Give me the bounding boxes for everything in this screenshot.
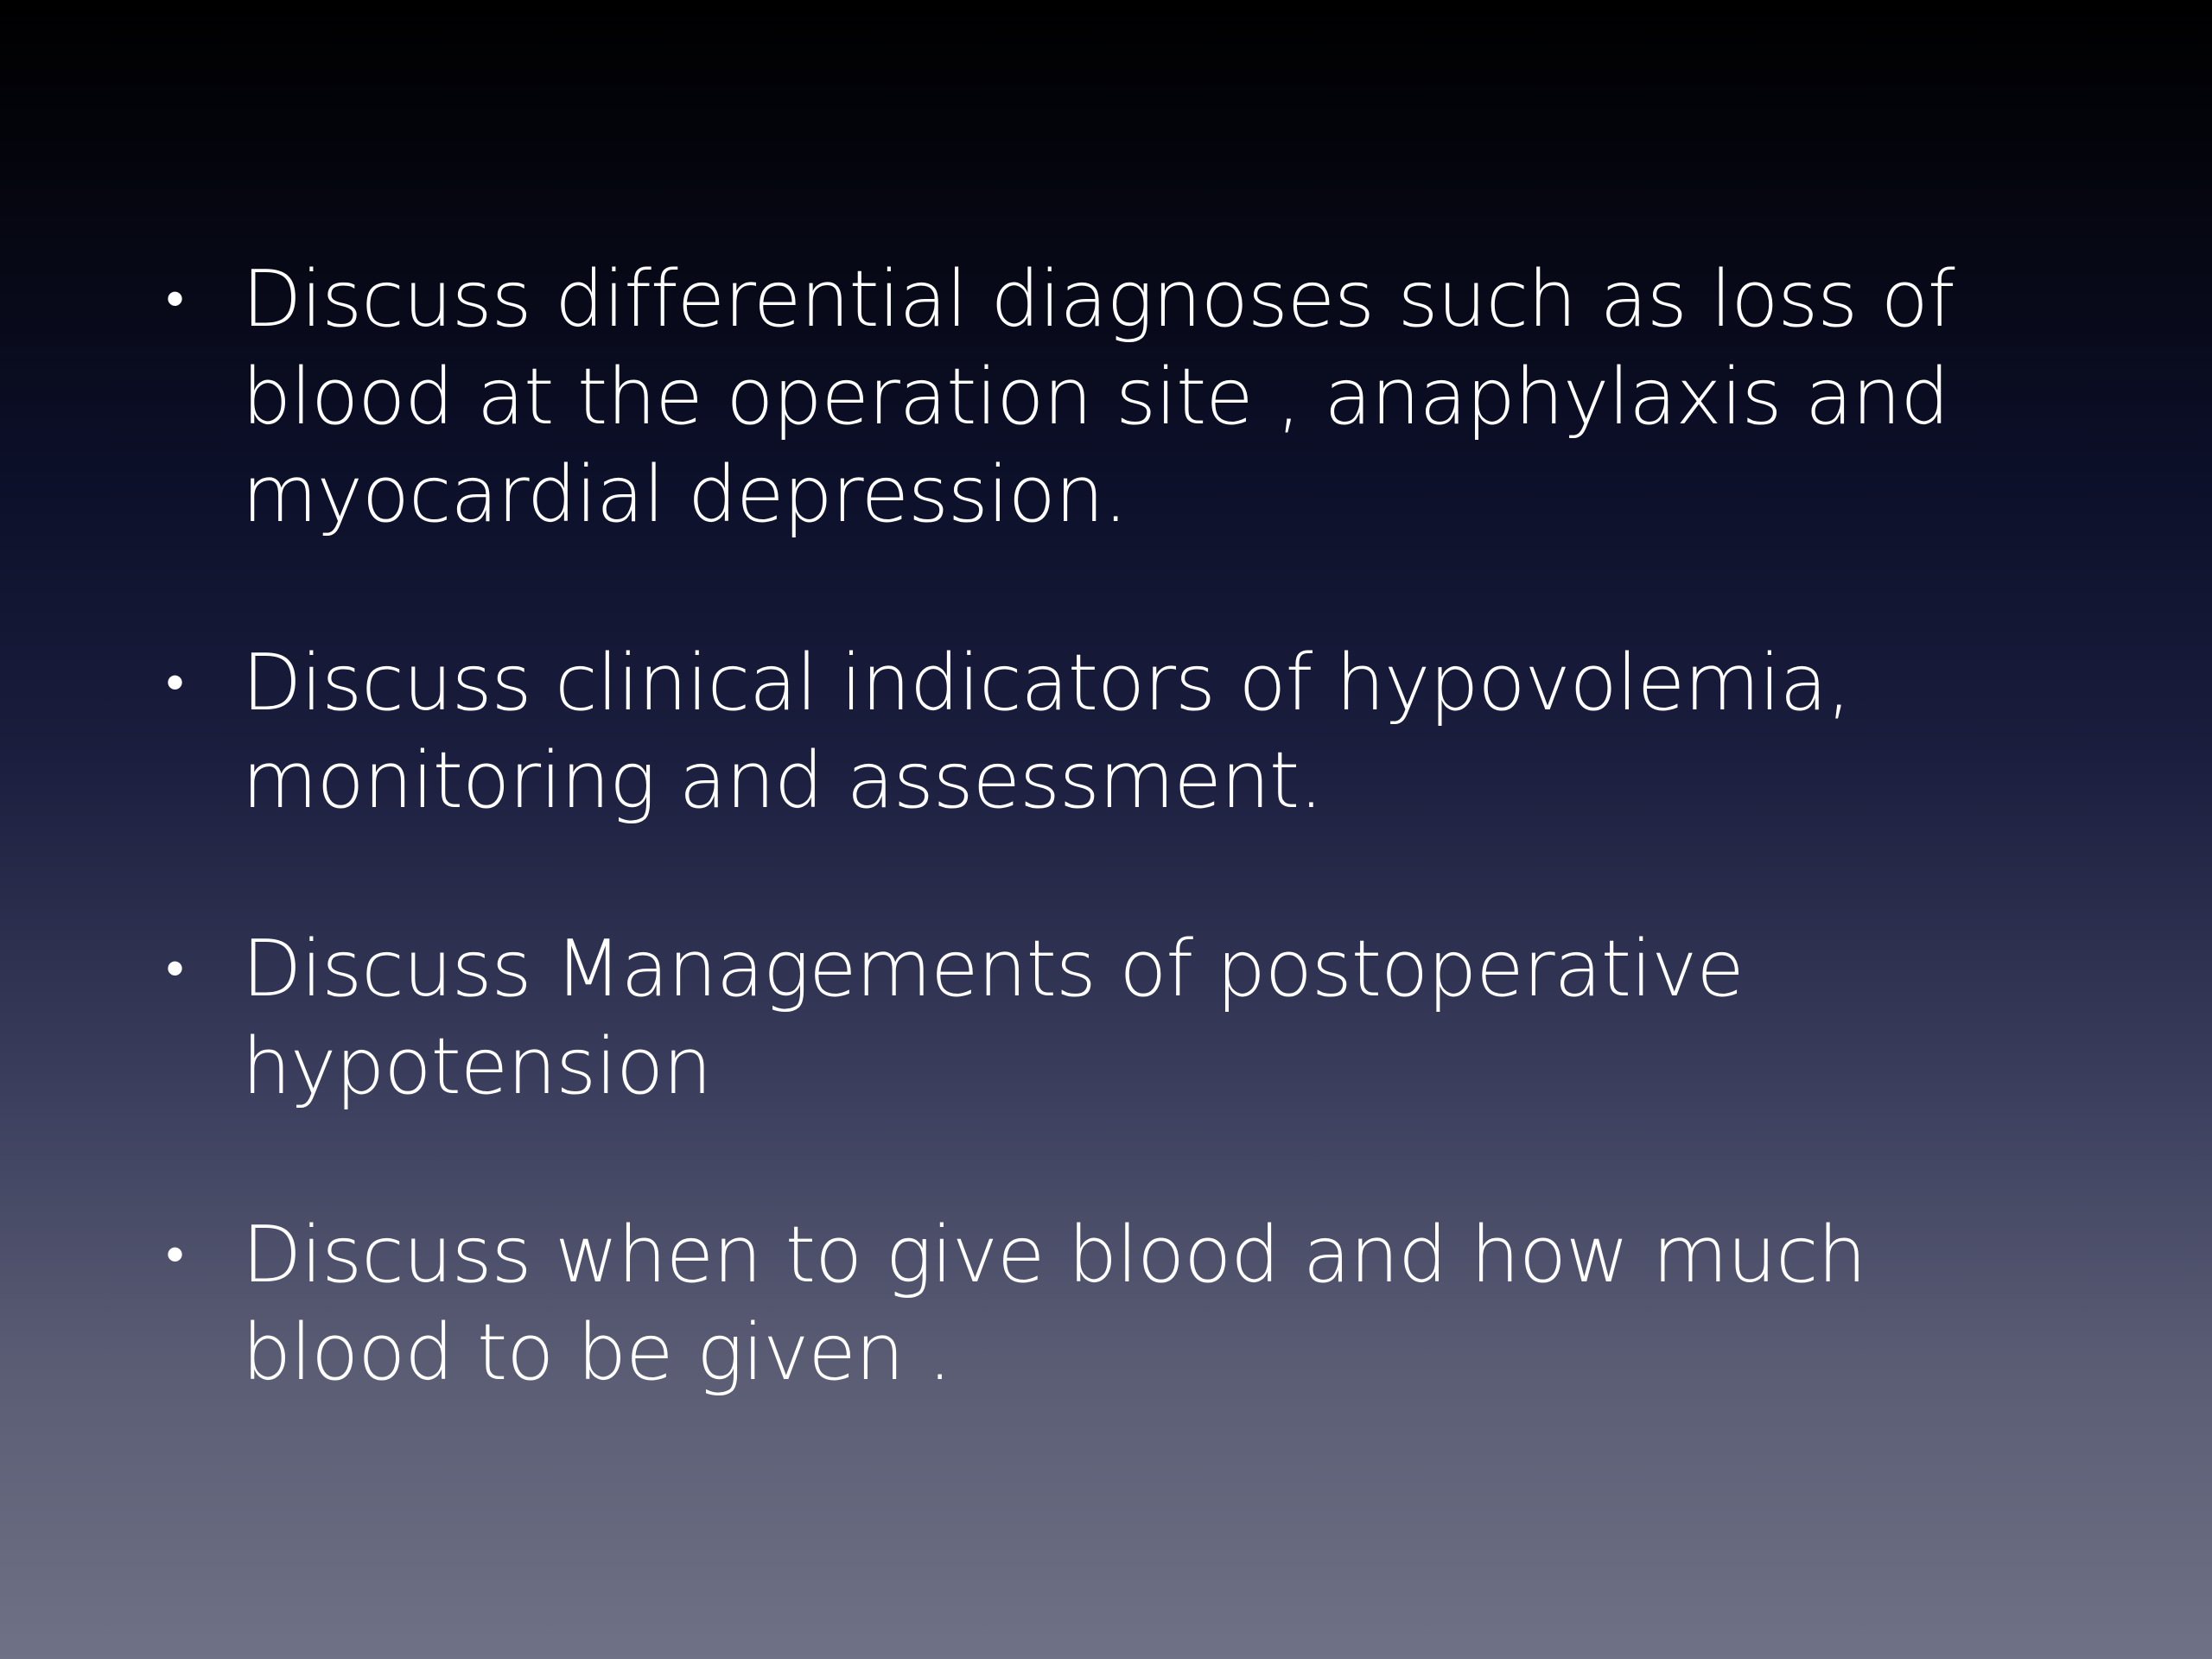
bullet-text: Discuss differential diagnoses such as loss of blood at the operation site , anaphylaxis and myocardial depression. — [242, 254, 1955, 540]
bullet-item-blood-transfusion — [156, 1206, 2091, 1402]
bullet-marker: • — [166, 1224, 184, 1285]
bullet-item-managements — [156, 920, 2091, 1116]
bullet-marker: • — [166, 938, 184, 999]
bullet-text: Discuss when to give blood and how much blood to be given . — [242, 1210, 1866, 1398]
bullet-marker: • — [166, 269, 184, 329]
bullet-item-differential-diagnoses — [156, 251, 2091, 543]
bullet-marker: • — [166, 652, 184, 713]
bullet-list — [156, 251, 2091, 1492]
bullet-item-clinical-indicators — [156, 634, 2091, 830]
bullet-text: Discuss clinical indicators of hypovolemia, monitoring and assessment. — [242, 638, 1851, 826]
bullet-text: Discuss Managements of postoperative hypotension — [242, 924, 1744, 1112]
